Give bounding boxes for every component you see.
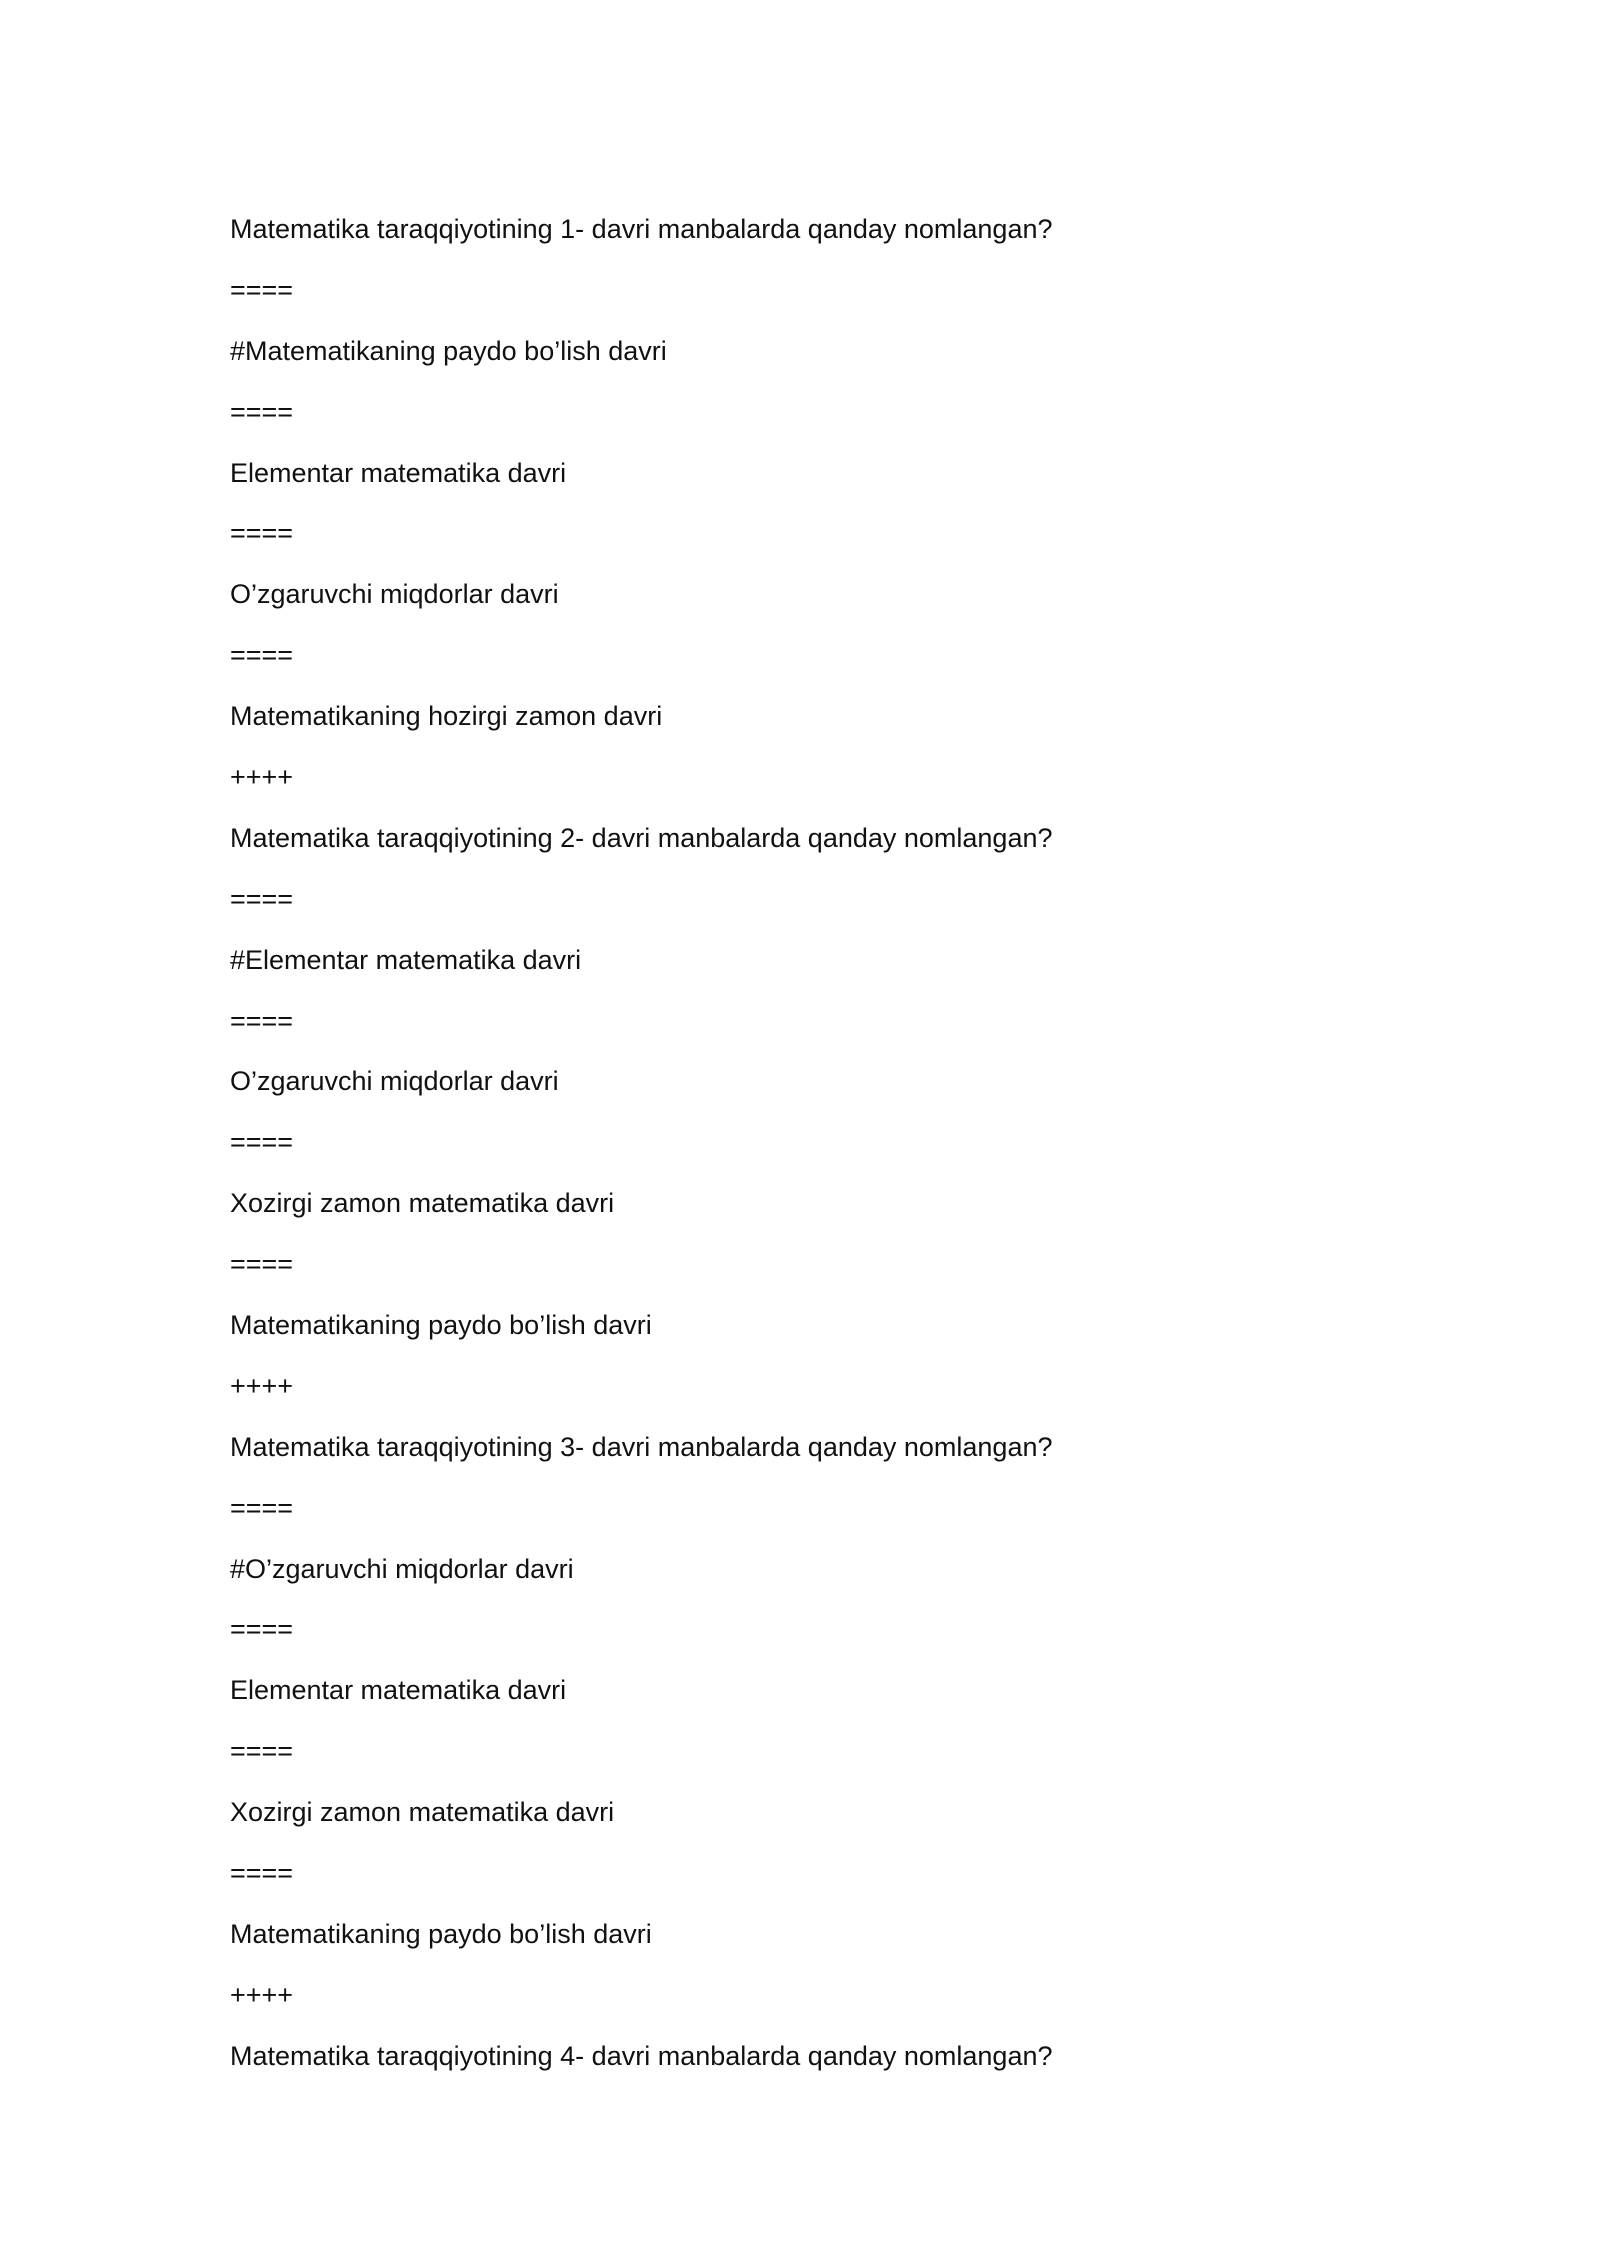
document-body — [230, 209, 1430, 2097]
question-separator: ++++ — [230, 1979, 294, 2010]
answer-option: O’zgaruvchi miqdorlar davri — [230, 579, 559, 610]
answer-option: Matematikaning hozirgi zamon davri — [230, 701, 663, 732]
answer-correct: #O’zgaruvchi miqdorlar davri — [230, 1553, 574, 1584]
question-text: Matematika taraqqiyotining 4- davri manbalarda qanday nomlangan? — [230, 2040, 1053, 2071]
answer-option: O’zgaruvchi miqdorlar davri — [230, 1066, 559, 1097]
answer-option: Xozirgi zamon matematika davri — [230, 1188, 615, 1219]
separator: ==== — [230, 640, 294, 671]
answer-option: Elementar matematika davri — [230, 1675, 567, 1706]
separator: ==== — [230, 396, 294, 427]
answer-option: Matematikaning paydo bo’lish davri — [230, 1918, 652, 1949]
separator: ==== — [230, 1127, 294, 1158]
separator: ==== — [230, 1858, 294, 1889]
question-separator: ++++ — [230, 762, 294, 793]
question-text: Matematika taraqqiyotining 1- davri manbalarda qanday nomlangan? — [230, 214, 1053, 244]
separator: ==== — [230, 1614, 294, 1645]
question-separator: ++++ — [230, 1370, 294, 1401]
separator: ==== — [230, 1005, 294, 1036]
separator: ==== — [230, 274, 294, 305]
separator: ==== — [230, 883, 294, 914]
separator: ==== — [230, 1492, 294, 1523]
separator: ==== — [230, 518, 294, 549]
question-text: Matematika taraqqiyotining 2- davri manbalarda qanday nomlangan? — [230, 822, 1053, 853]
answer-option: Matematikaning paydo bo’lish davri — [230, 1310, 652, 1341]
question-text: Matematika taraqqiyotining 3- davri manbalarda qanday nomlangan? — [230, 1431, 1053, 1462]
answer-option: Xozirgi zamon matematika davri — [230, 1797, 615, 1828]
answer-correct: #Matematikaning paydo bo’lish davri — [230, 335, 667, 366]
answer-option: Elementar matematika davri — [230, 457, 567, 488]
answer-correct: #Elementar matematika davri — [230, 944, 582, 975]
separator: ==== — [230, 1736, 294, 1767]
separator: ==== — [230, 1249, 294, 1280]
